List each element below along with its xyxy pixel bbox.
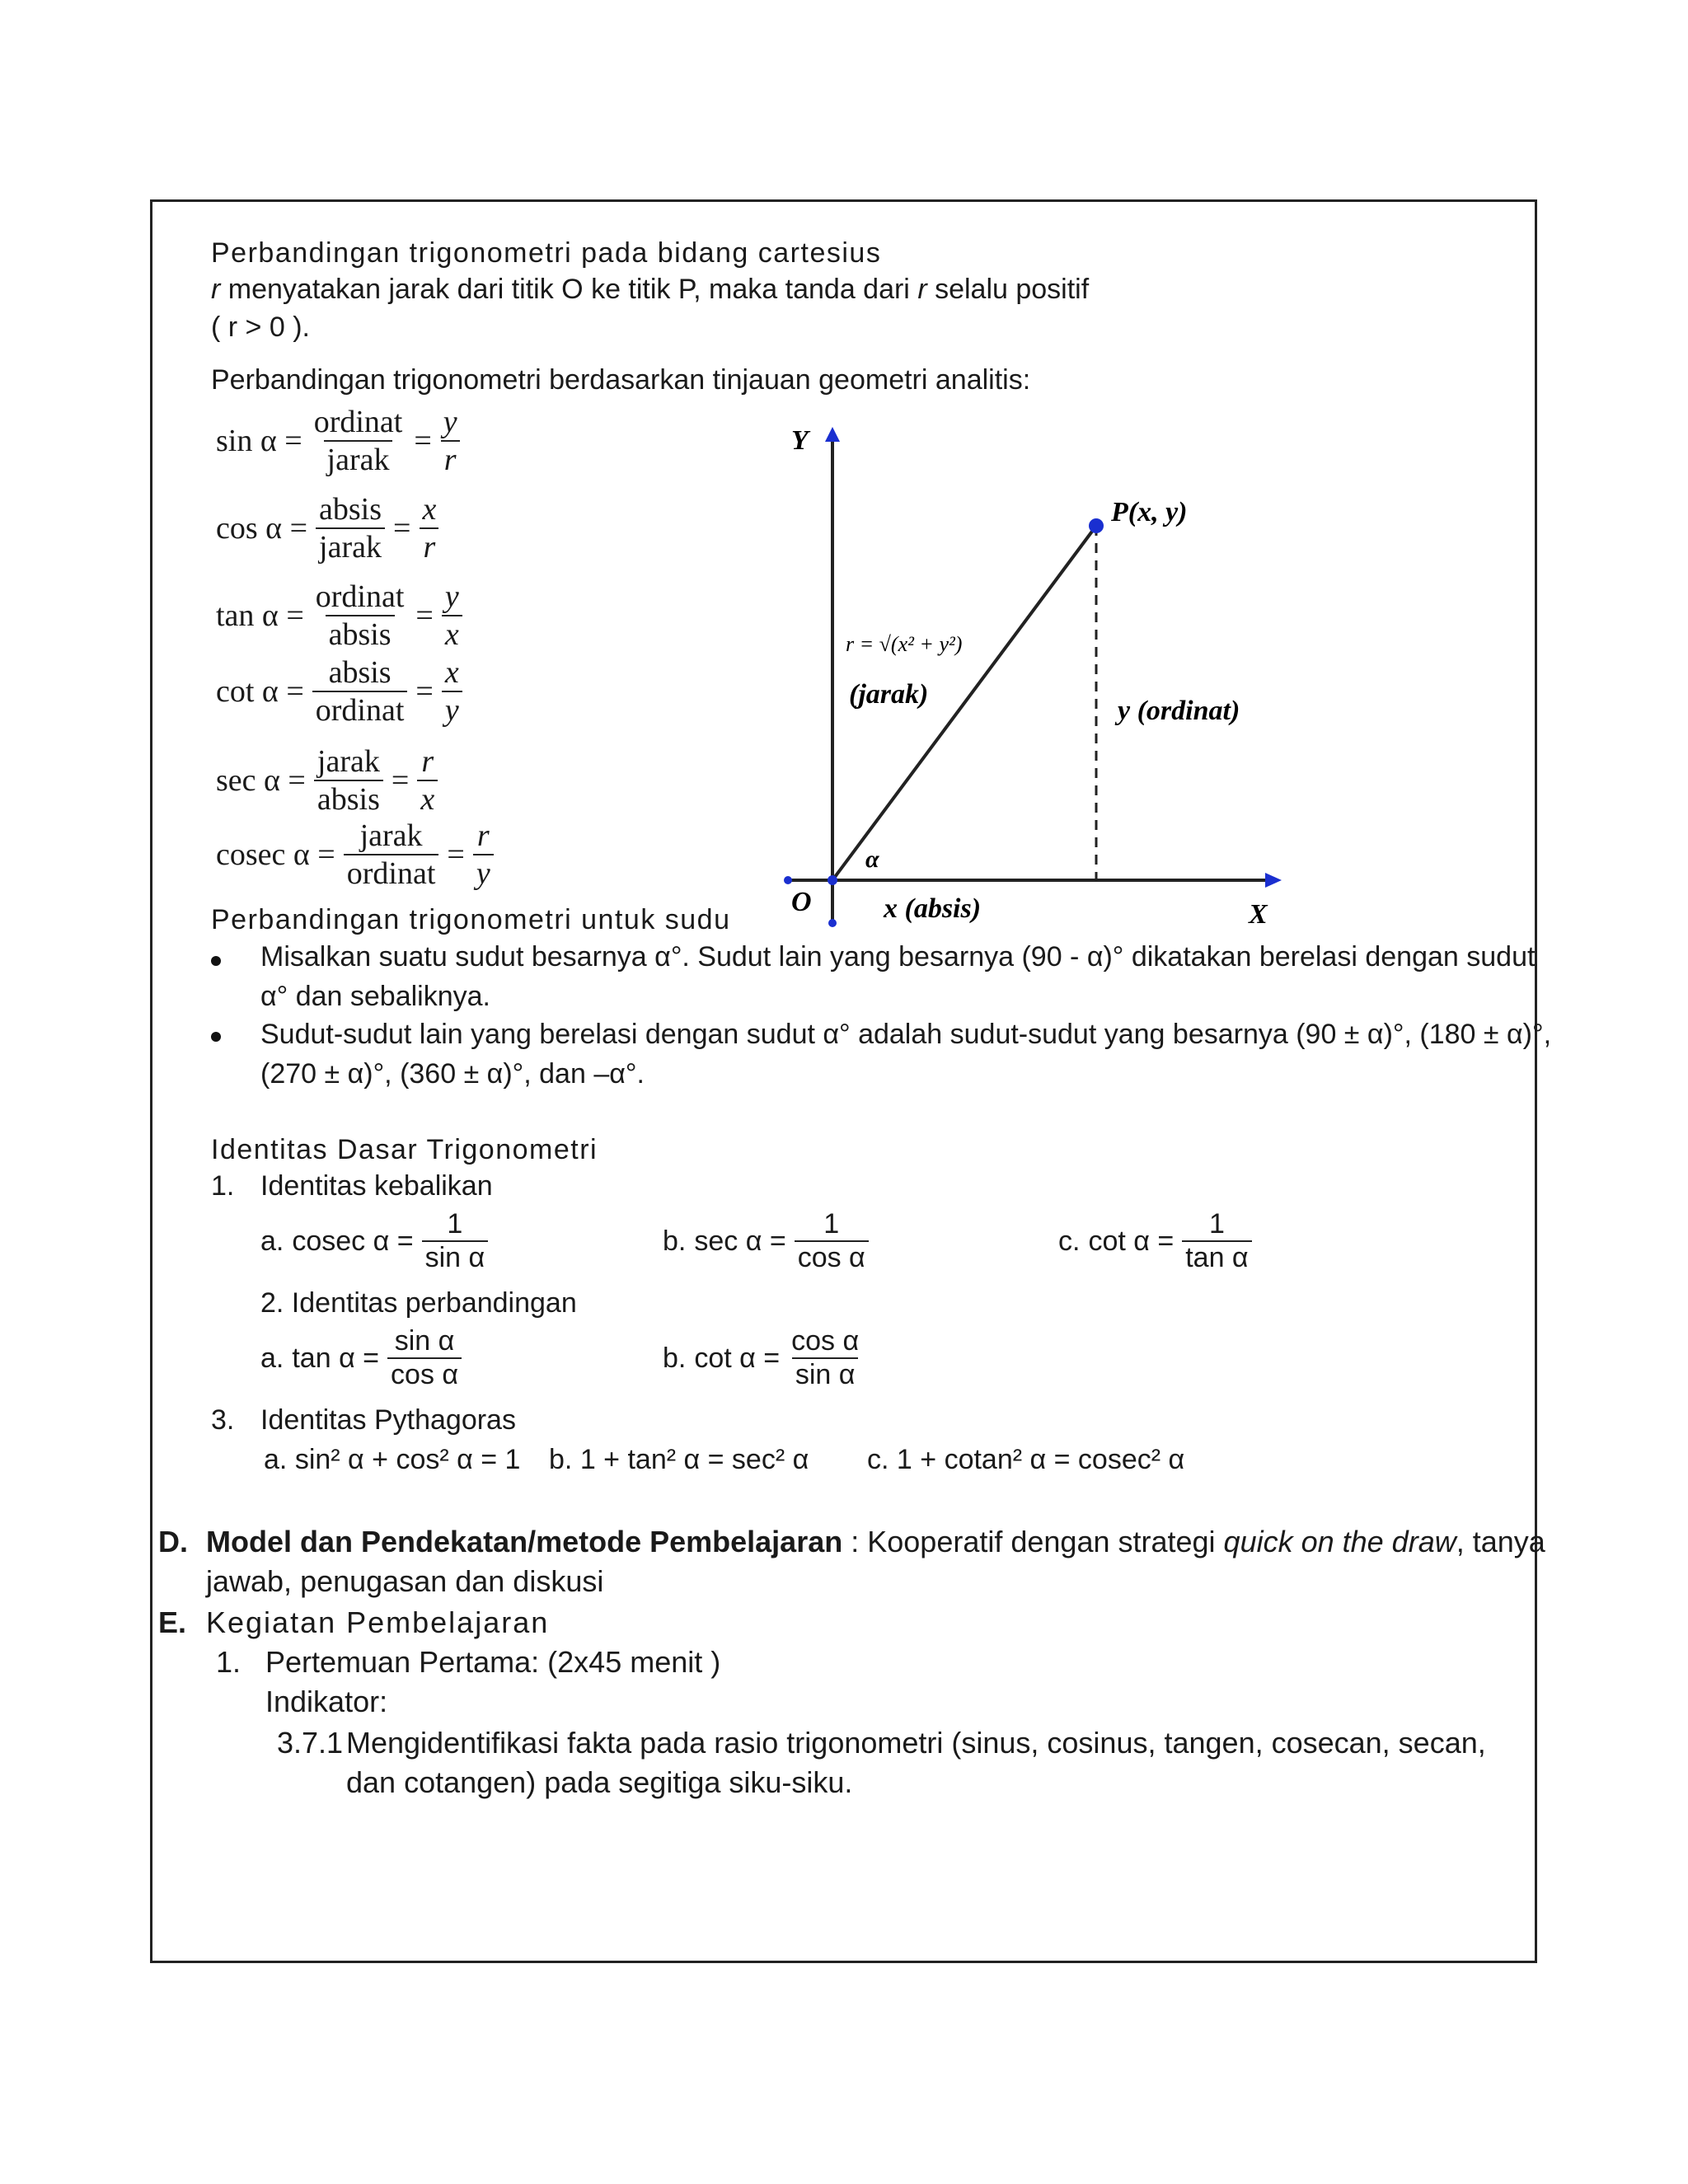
ratio-num: absis xyxy=(319,492,382,527)
bullet-2-line-1: Sudut-sudut lain yang berelasi dengan sudut α° adalah sudut-sudut yang besarnya (90 ± α)°, (180 ± α)°, xyxy=(260,1019,1552,1050)
ratio-den: jarak xyxy=(316,527,385,565)
r-note-text-2: selalu positif xyxy=(926,274,1090,305)
x-axis-arrow-icon xyxy=(1265,873,1282,888)
equals-sign: = xyxy=(447,837,465,872)
section-d-text: : Kooperatif dengan strategi xyxy=(842,1525,1224,1558)
bullet-1-line-1: Misalkan suatu sudut besarnya α°. Sudut lain yang besarnya (90 - α)° dikatakan berelasi dengan sudut xyxy=(260,941,1536,972)
item-letter: b. xyxy=(663,1225,687,1257)
ratio-sec xyxy=(216,743,438,818)
recip-b xyxy=(663,1208,869,1274)
identity-den: sin α xyxy=(422,1240,489,1274)
r-var-2: r xyxy=(917,274,927,305)
item-letter: c. xyxy=(867,1444,889,1475)
section-d-letter: D. xyxy=(158,1525,188,1558)
hyp-formula: r = √(x² + y²) xyxy=(846,632,963,656)
ratio-tan xyxy=(216,579,462,653)
origin-dot xyxy=(828,875,837,885)
analytic-intro: Perbandingan trigonometri berdasarkan tinjauan geometri analitis: xyxy=(211,364,1031,396)
ratio-lhs: sec α = xyxy=(216,763,306,798)
identity-den: sin α xyxy=(792,1357,859,1391)
ratio-num: jarak xyxy=(316,744,380,779)
y-axis-label: Y xyxy=(791,425,809,456)
ratio-cot xyxy=(216,654,462,729)
identity-den: cos α xyxy=(795,1240,869,1274)
section-title-identities: Identitas Dasar Trigonometri xyxy=(211,1134,598,1165)
quot-a xyxy=(260,1325,462,1391)
item-letter: c. xyxy=(1058,1225,1081,1257)
indicator-label: Indikator: xyxy=(265,1685,388,1718)
section-title-related: Perbandingan trigonometri untuk sudu xyxy=(211,904,731,935)
r-note-text: menyatakan jarak dari titik O ke titik P, maka tanda dari xyxy=(220,274,918,305)
cartesian-diagram xyxy=(767,412,1311,940)
y-axis-start-dot xyxy=(828,919,837,927)
section-d-text-2: , tanya xyxy=(1456,1525,1545,1558)
ratio-den-var: x xyxy=(417,780,438,818)
identity-num: 1 xyxy=(823,1208,840,1240)
section-e-letter: E. xyxy=(158,1605,187,1639)
ratio-cosec xyxy=(216,818,494,892)
item-letter: a. xyxy=(260,1342,284,1374)
x-axis-start-dot xyxy=(784,876,792,884)
identity-1-num: 1. xyxy=(211,1170,235,1202)
section-d-line-2: jawab, penugasan dan diskusi xyxy=(206,1564,604,1598)
identity-lhs: tan α = xyxy=(292,1342,380,1374)
ratio-den: absis xyxy=(326,615,395,653)
identity-lhs: cot α = xyxy=(694,1342,781,1374)
pyth-text: sin² α + cos² α = 1 xyxy=(294,1444,521,1475)
ratio-num-var: x xyxy=(444,655,459,690)
ratio-num-var: x xyxy=(422,492,437,527)
ratio-num: ordinat xyxy=(315,579,405,614)
bullet-icon xyxy=(211,1032,221,1042)
pyth-c xyxy=(867,1444,1184,1476)
r-note xyxy=(211,274,1089,306)
ratio-den-var: y xyxy=(473,854,494,892)
identity-den: cos α xyxy=(387,1357,462,1391)
item-letter: b. xyxy=(663,1342,687,1374)
pyth-a xyxy=(264,1444,520,1476)
identity-num: sin α xyxy=(394,1325,455,1357)
ratio-den-var: x xyxy=(442,615,462,653)
section-e-title: Kegiatan Pembelajaran xyxy=(206,1605,550,1639)
ratio-lhs: tan α = xyxy=(216,598,304,633)
item-letter: b. xyxy=(549,1444,573,1475)
ratio-den: ordinat xyxy=(344,854,439,892)
ratio-den: ordinat xyxy=(312,691,408,729)
point-p-label: P(x, y) xyxy=(1111,497,1188,527)
point-p xyxy=(1089,518,1104,533)
hyp-label: (jarak) xyxy=(849,679,929,710)
ratio-num-var: y xyxy=(443,405,457,439)
y-axis-arrow-icon xyxy=(825,427,840,442)
pyth-text: 1 + tan² α = sec² α xyxy=(579,1444,809,1475)
ratio-num-var: y xyxy=(444,579,459,614)
recip-c xyxy=(1058,1208,1252,1274)
equals-sign: = xyxy=(415,598,434,633)
ordinate-label: y (ordinat) xyxy=(1118,696,1240,726)
identity-num: 1 xyxy=(1208,1208,1225,1240)
section-d-bold: Model dan Pendekatan/metode Pembelajaran xyxy=(206,1525,843,1558)
indicator-line-1: Mengidentifikasi fakta pada rasio trigonometri (sinus, cosinus, tangen, cosecan, secan, xyxy=(346,1726,1486,1760)
equals-sign: = xyxy=(415,674,434,709)
ratio-num: absis xyxy=(328,655,392,690)
ratio-lhs: cosec α = xyxy=(216,837,335,872)
equals-sign: = xyxy=(414,424,432,458)
identity-3-num: 3. xyxy=(211,1404,235,1436)
ratio-den-var: y xyxy=(442,691,462,729)
origin-label: O xyxy=(791,887,812,917)
ratio-den-var: r xyxy=(420,527,438,565)
item-letter: a. xyxy=(264,1444,288,1475)
identity-num: cos α xyxy=(791,1325,860,1357)
ratio-lhs: cot α = xyxy=(216,674,304,709)
section-e-item-num: 1. xyxy=(216,1645,241,1679)
bullet-1-line-2: α° dan sebaliknya. xyxy=(260,981,490,1012)
pyth-b xyxy=(549,1444,809,1476)
ratio-den: jarak xyxy=(324,440,393,478)
indicator-line-2: dan cotangen) pada segitiga siku-siku. xyxy=(346,1765,853,1799)
identity-3-title: Identitas Pythagoras xyxy=(260,1404,516,1436)
abscissa-label: x (absis) xyxy=(884,893,982,924)
ratio-num-var: r xyxy=(421,744,434,779)
ratio-num: ordinat xyxy=(313,405,403,439)
identity-lhs: cot α = xyxy=(1088,1225,1175,1257)
angle-label: α xyxy=(865,846,879,873)
ratio-sin xyxy=(216,404,461,478)
ratio-den-var: r xyxy=(441,440,460,478)
quot-b xyxy=(663,1325,862,1391)
equals-sign: = xyxy=(393,511,411,546)
section-e-item: Pertemuan Pertama: (2x45 menit ) xyxy=(265,1645,721,1679)
identity-2-title: 2. Identitas perbandingan xyxy=(260,1287,577,1319)
item-letter: a. xyxy=(260,1225,284,1257)
ratio-lhs: cos α = xyxy=(216,511,307,546)
bullet-icon xyxy=(211,956,221,966)
r-var: r xyxy=(211,274,221,305)
ratio-num-var: r xyxy=(476,818,490,853)
identity-num: 1 xyxy=(447,1208,463,1240)
section-d-italic: quick on the draw xyxy=(1223,1525,1456,1558)
identity-lhs: sec α = xyxy=(694,1225,786,1257)
recip-a xyxy=(260,1208,488,1274)
pyth-text: 1 + cotan² α = cosec² α xyxy=(896,1444,1185,1475)
indicator-code: 3.7.1 xyxy=(277,1726,344,1760)
equals-sign: = xyxy=(391,763,410,798)
ratio-cos xyxy=(216,491,439,565)
identity-lhs: cosec α = xyxy=(292,1225,414,1257)
ratio-den: absis xyxy=(314,780,383,818)
x-axis-label: X xyxy=(1249,899,1268,930)
r-condition: ( r > 0 ). xyxy=(211,312,310,343)
identity-1-title: Identitas kebalikan xyxy=(260,1170,493,1202)
bullet-2-line-2: (270 ± α)°, (360 ± α)°, dan –α°. xyxy=(260,1058,645,1090)
ratio-lhs: sin α = xyxy=(216,424,302,458)
identity-den: tan α xyxy=(1182,1240,1251,1274)
ratio-num: jarak xyxy=(359,818,423,853)
section-title-cartesian: Perbandingan trigonometri pada bidang cartesius xyxy=(211,237,882,269)
section-d-line-1 xyxy=(206,1525,1545,1559)
